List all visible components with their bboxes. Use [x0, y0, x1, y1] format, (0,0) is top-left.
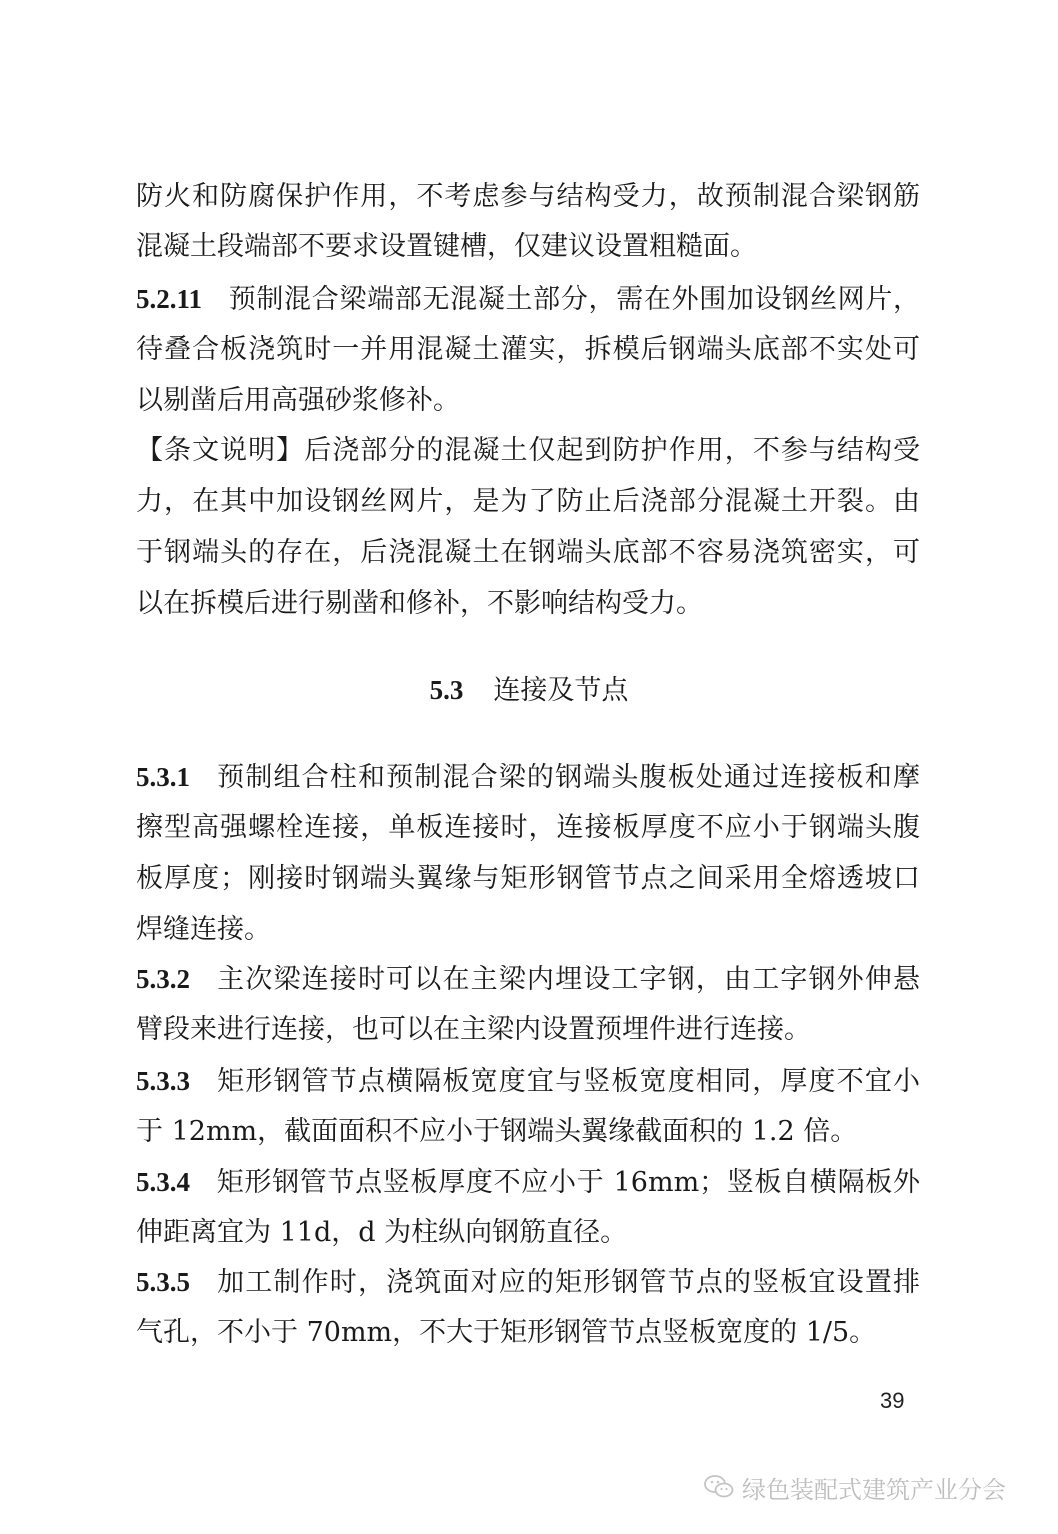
- clause-text: 主次梁连接时可以在主梁内埋设工字钢，由工字钢外伸悬: [216, 964, 920, 995]
- clause-first-line: [136, 1265, 920, 1300]
- text-line: 板厚度；刚接时钢端头翼缘与矩形钢管节点之间采用全熔透坡口: [136, 863, 920, 894]
- clause-first-line: [136, 1165, 920, 1200]
- section-heading: [0, 673, 1058, 708]
- text-line: 以剔凿后用高强砂浆修补。: [136, 385, 460, 416]
- clause-number: 5.3.2: [136, 964, 190, 994]
- text-line: 气孔，不小于 70mm，不大于矩形钢管节点竖板宽度的 1/5。: [136, 1317, 877, 1348]
- clause-text: 矩形钢管节点竖板厚度不应小于 16mm；竖板自横隔板外: [216, 1167, 920, 1198]
- text-line: 【条文说明】后浇部分的混凝土仅起到防护作用，不参与结构受: [136, 435, 920, 466]
- text-line: 焊缝连接。: [136, 914, 271, 945]
- text-line: 于钢端头的存在，后浇混凝土在钢端头底部不容易浇筑密实，可: [136, 537, 920, 568]
- section-number: 5.3: [429, 675, 464, 705]
- clause-text: 矩形钢管节点横隔板宽度宜与竖板宽度相同，厚度不宜小: [216, 1066, 920, 1097]
- section-title: 连接及节点: [493, 675, 629, 706]
- clause-text: 预制组合柱和预制混合梁的钢端头腹板处通过连接板和摩: [216, 762, 920, 793]
- text-line: 待叠合板浇筑时一并用混凝土灌实，拆模后钢端头底部不实处可: [136, 334, 920, 365]
- clause-text: 预制混合梁端部无混凝土部分，需在外围加设钢丝网片，: [228, 284, 920, 315]
- text-line: 臂段来进行连接，也可以在主梁内设置预埋件进行连接。: [136, 1014, 811, 1045]
- text-line: 力，在其中加设钢丝网片，是为了防止后浇部分混凝土开裂。由: [136, 486, 920, 517]
- clause-number: 5.2.11: [136, 284, 203, 314]
- clause-first-line: [136, 282, 920, 317]
- clause-text: 加工制作时，浇筑面对应的矩形钢管节点的竖板宜设置排: [216, 1267, 920, 1298]
- watermark: [704, 1470, 1006, 1504]
- clause-first-line: [136, 760, 920, 795]
- text-line: 擦型高强螺栓连接，单板连接时，连接板厚度不应小于钢端头腹: [136, 812, 920, 843]
- clause-first-line: [136, 1064, 920, 1099]
- text-line: 混凝土段端部不要求设置键槽，仅建议设置粗糙面。: [136, 231, 757, 262]
- clause-number: 5.3.1: [136, 762, 190, 792]
- clause-number: 5.3.4: [136, 1167, 190, 1197]
- clause-number: 5.3.3: [136, 1066, 190, 1096]
- text-line: 以在拆模后进行剔凿和修补，不影响结构受力。: [136, 588, 703, 619]
- page-number: 39: [880, 1388, 905, 1413]
- text-line: 于 12mm，截面面积不应小于钢端头翼缘截面积的 1.2 倍。: [136, 1116, 858, 1147]
- text-line: 伸距离宜为 11d，d 为柱纵向钢筋直径。: [136, 1217, 628, 1248]
- clause-number: 5.3.5: [136, 1267, 190, 1297]
- text-line: 防火和防腐保护作用，不考虑参与结构受力，故预制混合梁钢筋: [136, 181, 920, 212]
- watermark-text: 绿色装配式建筑产业分会: [742, 1475, 1006, 1504]
- wechat-icon: [704, 1474, 734, 1500]
- clause-first-line: [136, 962, 920, 997]
